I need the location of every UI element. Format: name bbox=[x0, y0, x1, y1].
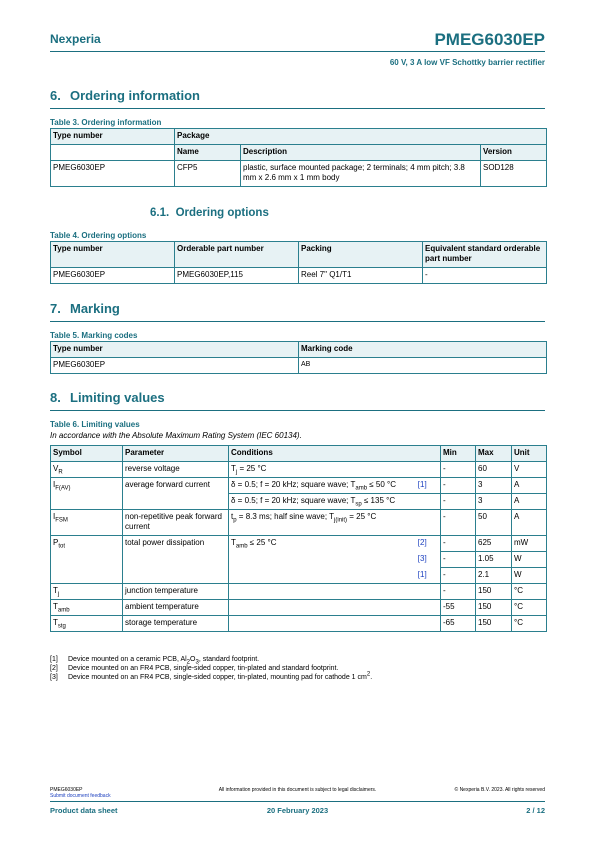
footnote-ref-link[interactable]: [2] bbox=[405, 536, 441, 552]
cell-conditions bbox=[229, 584, 441, 600]
table-row bbox=[51, 478, 547, 494]
cell-max: 50 bbox=[476, 510, 512, 536]
table-caption: Table 3. Ordering information bbox=[50, 118, 162, 127]
cell-parameter: ambient temperature bbox=[123, 600, 229, 616]
section-heading-ordering bbox=[50, 88, 200, 103]
cell-unit: °C bbox=[512, 584, 547, 600]
cell-min: -55 bbox=[441, 600, 476, 616]
cell-max: 3 bbox=[476, 494, 512, 510]
header-rule bbox=[50, 51, 545, 52]
cell-unit: W bbox=[512, 552, 547, 568]
cell: PMEG6030EP,115 bbox=[175, 268, 299, 284]
cell-max: 625 bbox=[476, 536, 512, 552]
cell-symbol: $P_{tot}$ bbox=[51, 536, 123, 584]
ordering-information-table bbox=[50, 128, 547, 187]
header-unit: Unit bbox=[512, 446, 547, 462]
cell-unit: °C bbox=[512, 616, 547, 632]
page-number: 2 / 12 bbox=[526, 806, 545, 815]
cell-conditions bbox=[229, 616, 441, 632]
cell-conditions: δ = 0.5; f = 20 kHz; square wave; $T_{amb} \le 50$ °C bbox=[229, 478, 405, 494]
cell-min: - bbox=[441, 536, 476, 552]
table-row bbox=[51, 616, 547, 632]
table-row bbox=[51, 358, 547, 374]
footer-doc-type: Product data sheet bbox=[50, 806, 118, 815]
header-type-number: Type number bbox=[51, 129, 175, 145]
section-number: 7. bbox=[50, 301, 61, 316]
cell-min: - bbox=[441, 510, 476, 536]
section-rule bbox=[50, 410, 545, 411]
cell-max: 150 bbox=[476, 600, 512, 616]
section-heading-marking bbox=[50, 301, 120, 316]
cell-min: - bbox=[441, 552, 476, 568]
header-version: Version bbox=[481, 145, 547, 161]
header-min: Min bbox=[441, 446, 476, 462]
cell-min: - bbox=[441, 494, 476, 510]
brand-name: Nexperia bbox=[50, 32, 101, 46]
section-title: Ordering options bbox=[175, 207, 269, 219]
footer-disclaimer: All information provided in this document is subject to legal disclaimers. bbox=[218, 787, 377, 793]
cell-conditions: $t_p = 8.3$ ms; half sine wave; $T_{j(init)} = 25$ °C bbox=[229, 510, 441, 536]
cell-parameter: total power dissipation bbox=[123, 536, 229, 584]
footnote-ref-link[interactable]: [1] bbox=[405, 568, 441, 584]
table-note: In accordance with the Absolute Maximum Rating System (IEC 60134). bbox=[50, 431, 302, 440]
footer-rule bbox=[50, 801, 545, 802]
table-caption: Table 4. Ordering options bbox=[50, 231, 147, 240]
header-cell: Orderable part number bbox=[175, 242, 299, 268]
table-caption: Table 5. Marking codes bbox=[50, 331, 138, 340]
header-conditions: Conditions bbox=[229, 446, 441, 462]
cell-parameter: storage temperature bbox=[123, 616, 229, 632]
section-title: Limiting values bbox=[70, 390, 165, 405]
cell-max: 1.05 bbox=[476, 552, 512, 568]
cell-description: plastic, surface mounted package; 2 terminals; 4 mm pitch; 3.8 mm x 2.6 mm x 1 mm body bbox=[241, 161, 481, 187]
header-name: Name bbox=[175, 145, 241, 161]
table-row bbox=[51, 600, 547, 616]
submit-feedback-link[interactable]: Submit document feedback bbox=[50, 793, 111, 799]
cell: PMEG6030EP bbox=[51, 358, 299, 374]
document-subtitle: 60 V, 3 A low VF Schottky barrier rectifier bbox=[389, 58, 545, 67]
cell-unit: A bbox=[512, 478, 547, 494]
cell-unit: °C bbox=[512, 600, 547, 616]
cell-unit: mW bbox=[512, 536, 547, 552]
footnote-ref-link[interactable]: [3] bbox=[405, 552, 441, 568]
cell-conditions: $T_{amb} \le 25$ °C bbox=[229, 536, 405, 584]
cell-unit: W bbox=[512, 568, 547, 584]
cell-conditions: $T_j = 25$ °C bbox=[229, 462, 441, 478]
cell-max: 2.1 bbox=[476, 568, 512, 584]
cell-parameter: non-repetitive peak forward current bbox=[123, 510, 229, 536]
header-cell: Equivalent standard orderable part number bbox=[423, 242, 547, 268]
cell-version: SOD128 bbox=[481, 161, 547, 187]
cell-type: PMEG6030EP bbox=[51, 161, 175, 187]
cell: Reel 7" Q1/T1 bbox=[299, 268, 423, 284]
cell-max: 3 bbox=[476, 478, 512, 494]
cell: AB bbox=[299, 358, 547, 374]
table-row bbox=[51, 462, 547, 478]
limiting-values-table bbox=[50, 445, 547, 632]
marking-codes-table bbox=[50, 341, 547, 374]
header-cell: Type number bbox=[51, 242, 175, 268]
cell-conditions bbox=[229, 600, 441, 616]
document-id: PMEG6030EP bbox=[434, 30, 545, 49]
section-number: 8. bbox=[50, 390, 61, 405]
table-row bbox=[51, 584, 547, 600]
cell-min: - bbox=[441, 568, 476, 584]
section-title: Ordering information bbox=[70, 88, 200, 103]
header-symbol: Symbol bbox=[51, 446, 123, 462]
table-row bbox=[51, 161, 547, 187]
cell-max: 150 bbox=[476, 584, 512, 600]
cell-max: 60 bbox=[476, 462, 512, 478]
footnote-ref-link[interactable]: [1] bbox=[405, 478, 441, 494]
cell-min: - bbox=[441, 462, 476, 478]
header-cell: Type number bbox=[51, 342, 299, 358]
table-row bbox=[51, 510, 547, 536]
cell-symbol: $V_R$ bbox=[51, 462, 123, 478]
cell-unit: V bbox=[512, 462, 547, 478]
section-rule bbox=[50, 108, 545, 109]
header-cell: Marking code bbox=[299, 342, 547, 358]
cell-parameter: junction temperature bbox=[123, 584, 229, 600]
cell: - bbox=[423, 268, 547, 284]
cell-unit: A bbox=[512, 494, 547, 510]
header-package: Package bbox=[175, 129, 547, 145]
footer-date: 20 February 2023 bbox=[266, 806, 329, 815]
header-cell: Packing bbox=[299, 242, 423, 268]
cell-symbol: $T_j$ bbox=[51, 584, 123, 600]
footnote-3: [3] Device mounted on an FR4 PCB, single-sided copper, tin-plated, mounting pad for cathode 1 $cm^2$. bbox=[50, 671, 373, 681]
cell-parameter: average forward current bbox=[123, 478, 229, 510]
ordering-options-table bbox=[50, 241, 547, 284]
cell-conditions: δ = 0.5; f = 20 kHz; square wave; $T_{sp} \le 135$ °C bbox=[229, 494, 441, 510]
footer-doc-id: PMEG6030EP bbox=[50, 787, 83, 793]
section-number: 6. bbox=[50, 88, 61, 103]
cell: PMEG6030EP bbox=[51, 268, 175, 284]
header-description: Description bbox=[241, 145, 481, 161]
footnote-2: [2] Device mounted on an FR4 PCB, single-sided copper, tin-plated and standard footprint. bbox=[50, 665, 339, 672]
footnote-1: [1] Device mounted on a ceramic PCB, $Al_2O_3$, standard footprint. bbox=[50, 656, 260, 666]
table-caption: Table 6. Limiting values bbox=[50, 420, 140, 429]
cell-symbol: $I_{FSM}$ bbox=[51, 510, 123, 536]
cell-min: - bbox=[441, 584, 476, 600]
header-max: Max bbox=[476, 446, 512, 462]
header-parameter: Parameter bbox=[123, 446, 229, 462]
cell-unit: A bbox=[512, 510, 547, 536]
table-row bbox=[51, 268, 547, 284]
section-heading-limiting bbox=[50, 390, 165, 405]
section-rule bbox=[50, 321, 545, 322]
cell-parameter: reverse voltage bbox=[123, 462, 229, 478]
cell-min: -65 bbox=[441, 616, 476, 632]
cell-name: CFP5 bbox=[175, 161, 241, 187]
footnotes bbox=[50, 655, 372, 682]
cell-max: 150 bbox=[476, 616, 512, 632]
footer-copyright: © Nexperia B.V. 2023. All rights reserved bbox=[454, 787, 545, 793]
cell-symbol: $I_{F(AV)}$ bbox=[51, 478, 123, 510]
cell-min: - bbox=[441, 478, 476, 494]
header-blank bbox=[51, 145, 175, 161]
table-row bbox=[51, 536, 547, 552]
cell-symbol: $T_{amb}$ bbox=[51, 600, 123, 616]
section-heading-ordering-options bbox=[150, 207, 269, 219]
cell-symbol: $T_{stg}$ bbox=[51, 616, 123, 632]
section-number: 6.1. bbox=[150, 207, 170, 219]
section-title: Marking bbox=[70, 301, 120, 316]
